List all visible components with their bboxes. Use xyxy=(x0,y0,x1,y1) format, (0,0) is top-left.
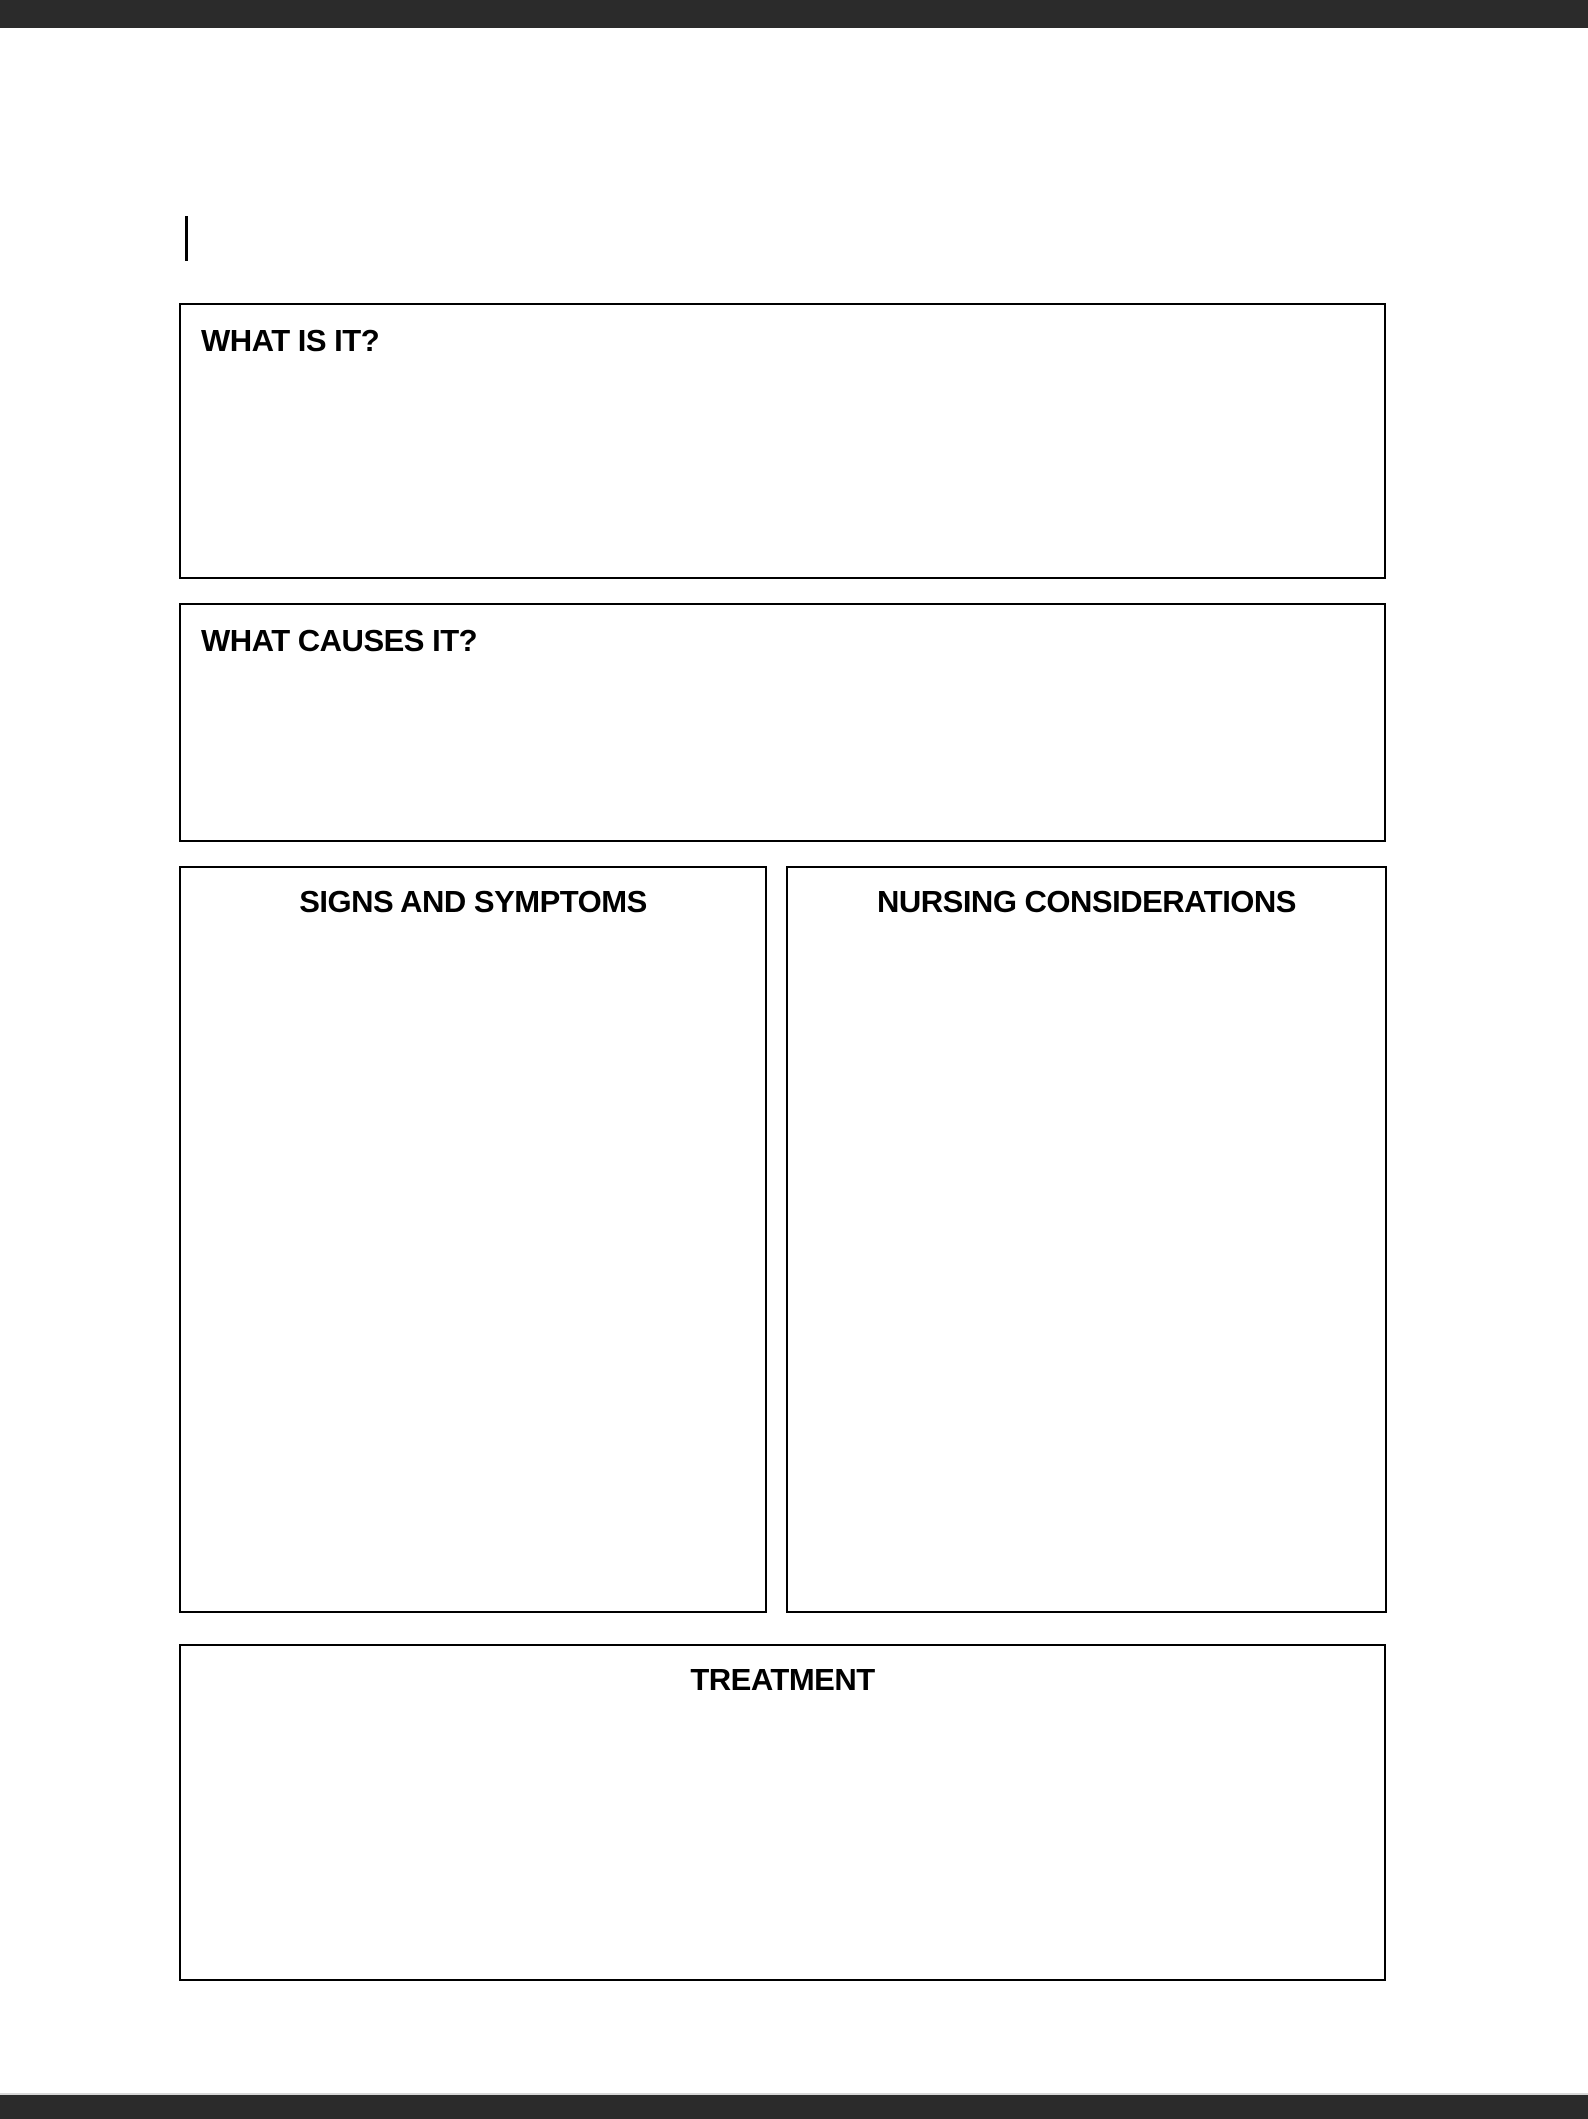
signs-and-symptoms-heading: SIGNS AND SYMPTOMS xyxy=(299,884,647,919)
window-bottom-bar xyxy=(0,2093,1588,2119)
text-cursor xyxy=(185,216,188,261)
treatment-box[interactable] xyxy=(179,1644,1386,1981)
signs-and-symptoms-box[interactable] xyxy=(179,866,767,1613)
what-causes-it-box[interactable] xyxy=(179,603,1386,842)
nursing-considerations-heading: NURSING CONSIDERATIONS xyxy=(876,884,1296,919)
what-causes-it-heading: WHAT CAUSES IT? xyxy=(201,623,478,658)
window-top-bar xyxy=(0,0,1588,28)
what-is-it-heading: WHAT IS IT? xyxy=(201,323,380,358)
treatment-heading: TREATMENT xyxy=(690,1662,875,1697)
what-is-it-box[interactable] xyxy=(179,303,1386,579)
nursing-considerations-box[interactable] xyxy=(786,866,1387,1613)
